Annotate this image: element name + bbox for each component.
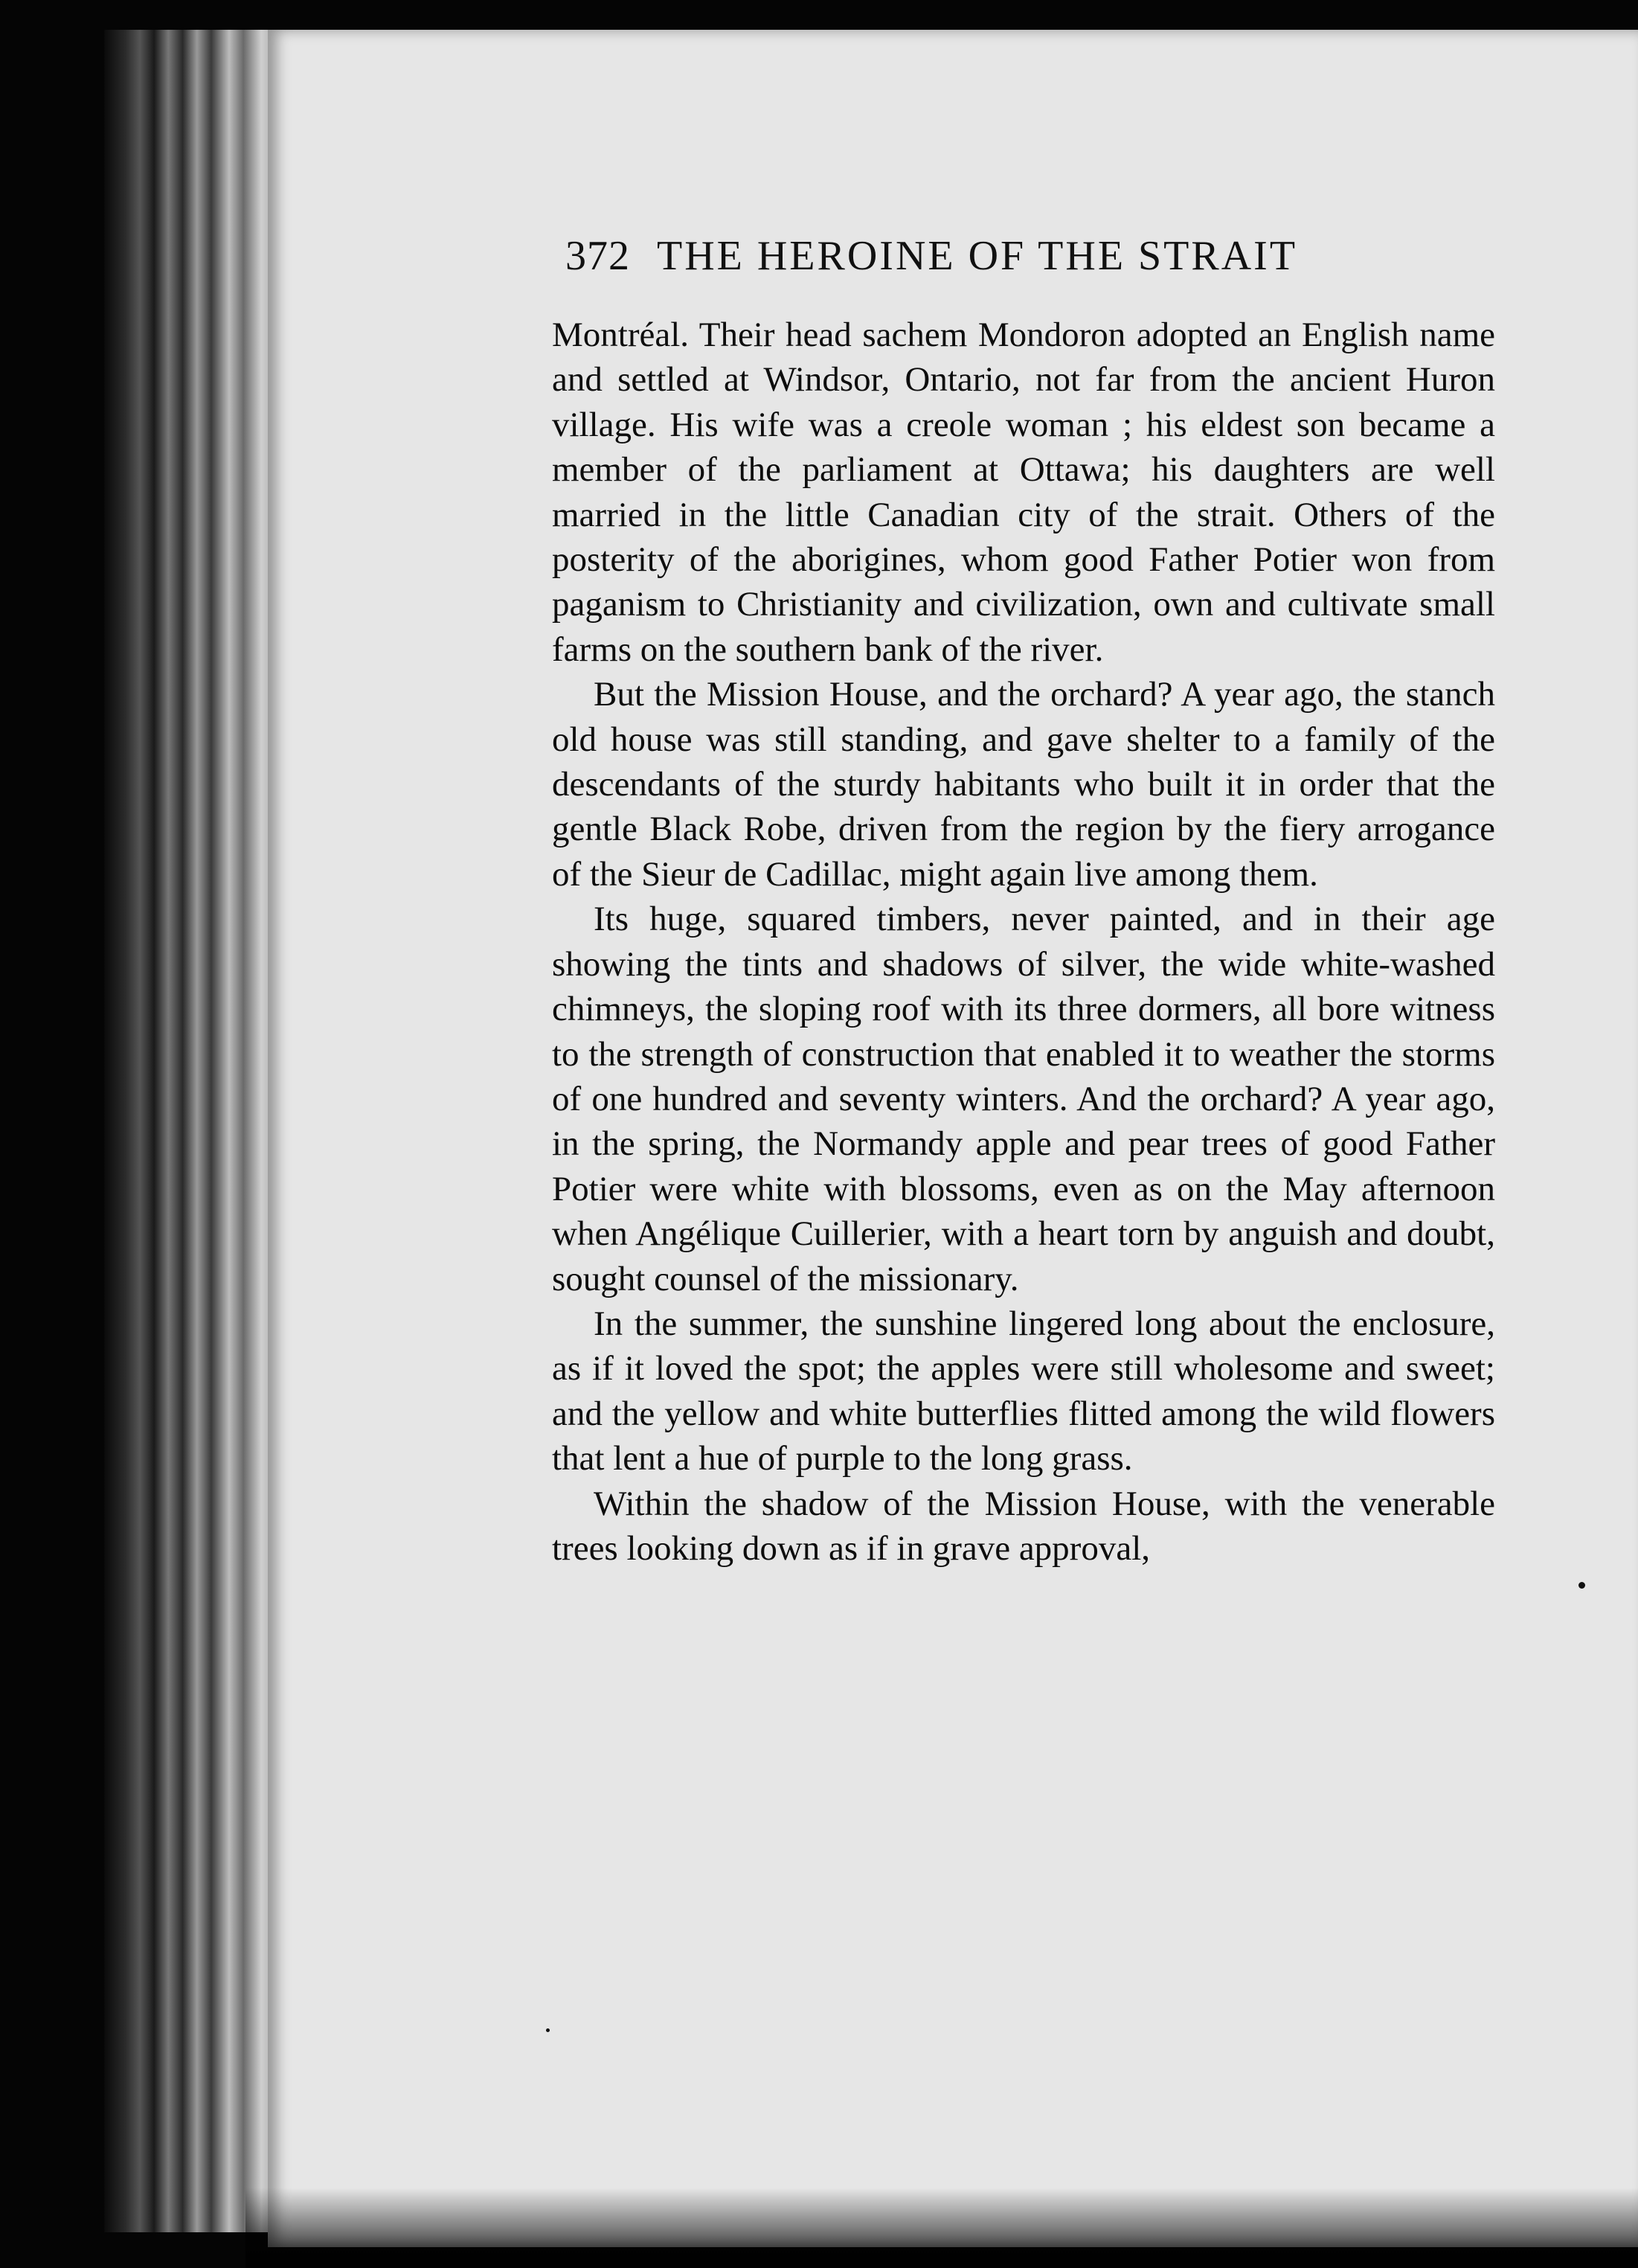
paragraph: In the summer, the sunshine lingered long about the enclosure, as if it loved the spot; the apples were still wholesome and sweet; and the yellow and white butterflies flitted among the wild flowers that lent a hue of purple to the long grass.	[552, 1304, 1495, 1479]
body-text	[552, 313, 1495, 1571]
scan-speck	[1578, 1582, 1585, 1589]
running-head	[565, 232, 1406, 280]
book-title: THE HEROINE OF THE STRAIT	[657, 233, 1298, 279]
paragraph: Its huge, squared timbers, never painted, and in their age showing the tints and shadows of silver, the wide white-washed chimneys, the sloping roof with its three dormers, all bore witness to the strength of construction that enabled it to weather the storms of one hundred and seventy winters. And the orchard? A year ago, in the spring, the Normandy apple and pear trees of good Father Potier were white with blossoms, even as on the May afternoon when Angélique Cuillerier, with a heart torn by anguish and doubt, sought counsel of the missionary.	[552, 900, 1495, 1298]
paragraph: Within the shadow of the Mission House, with the venerable trees looking down as if in grave approval,	[552, 1484, 1495, 1568]
book-page-edges	[104, 30, 283, 2232]
page-number: 372	[565, 233, 630, 279]
paragraph: But the Mission House, and the orchard? A year ago, the stanch old house was still standing, and gave shelter to a family of the descendants of the sturdy habitants who built it in order that the gentle Black Robe, driven from the region by the fiery arrogance of the Sieur de Cadillac, might again live among them.	[552, 675, 1495, 894]
scan-speck	[546, 2028, 550, 2032]
paragraph: Montréal. Their head sachem Mondoron adopted an English name and settled at Windsor, Ontario, not far from the ancient Huron village. His wife was a creole woman ; his eldest son became a member of the parliament at Ottawa; his daughters are well married in the little Canadian city of the strait. Others of the posterity of the aborigines, whom good Father Potier won from paganism to Christianity and civilization, own and cultivate small farms on the southern bank of the river.	[552, 315, 1495, 669]
page-bottom-shadow	[245, 2188, 1638, 2268]
